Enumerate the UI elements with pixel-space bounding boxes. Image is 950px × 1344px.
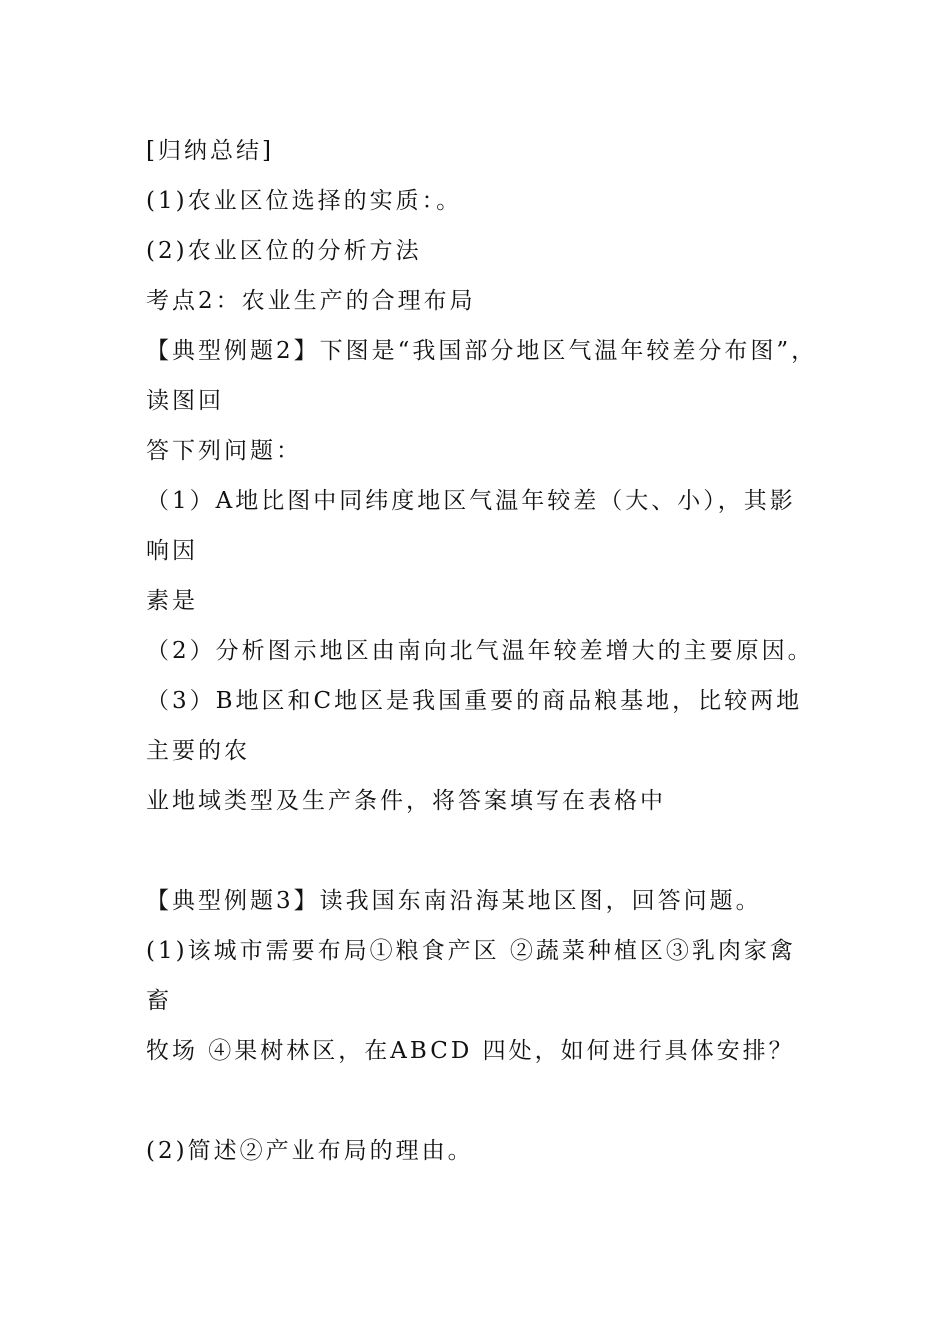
example-2-question-3: （3）B地区和C地区是我国重要的商品粮基地，比较两地 (146, 688, 803, 714)
example-2-question-1: （1）A地比图中同纬度地区气温年较差（大、小），其影 (146, 488, 796, 514)
summary-item-2: (2)农业区位的分析方法 (146, 238, 422, 264)
example-2-question-1-cont-1: 响因 (146, 538, 198, 564)
example-3-question-1: (1)该城市需要布局①粮食产区 ②蔬菜种植区③乳肉家禽 (146, 938, 796, 964)
example-2-text-cont-1: 读图回 (146, 388, 224, 414)
example-2-question-1-cont-2: 素是 (146, 588, 198, 614)
example-2-question-3-cont-2: 业地域类型及生产条件，将答案填写在表格中 (146, 788, 666, 814)
summary-heading: [归纳总结] (146, 138, 274, 164)
example-2-text-cont-2: 答下列问题： (146, 438, 302, 464)
example-3-question-1-cont-2: 牧场 ④果树林区，在ABCD 四处，如何进行具体安排？ (146, 1038, 795, 1064)
example-2-question-3-cont-1: 主要的农 (146, 738, 250, 764)
topic-heading: 考点2：农业生产的合理布局 (146, 288, 476, 314)
example-2-title: 【典型例题2】下图是“我国部分地区气温年较差分布图”， (146, 338, 818, 364)
example-3-question-2: (2)简述②产业布局的理由。 (146, 1138, 474, 1164)
example-2-question-2: （2）分析图示地区由南向北气温年较差增大的主要原因。 (146, 638, 814, 664)
example-3-title: 【典型例题3】读我国东南沿海某地区图，回答问题。 (146, 888, 762, 914)
example-3-question-1-cont-1: 畜 (146, 988, 172, 1014)
summary-item-1: (1)农业区位选择的实质：。 (146, 188, 463, 214)
